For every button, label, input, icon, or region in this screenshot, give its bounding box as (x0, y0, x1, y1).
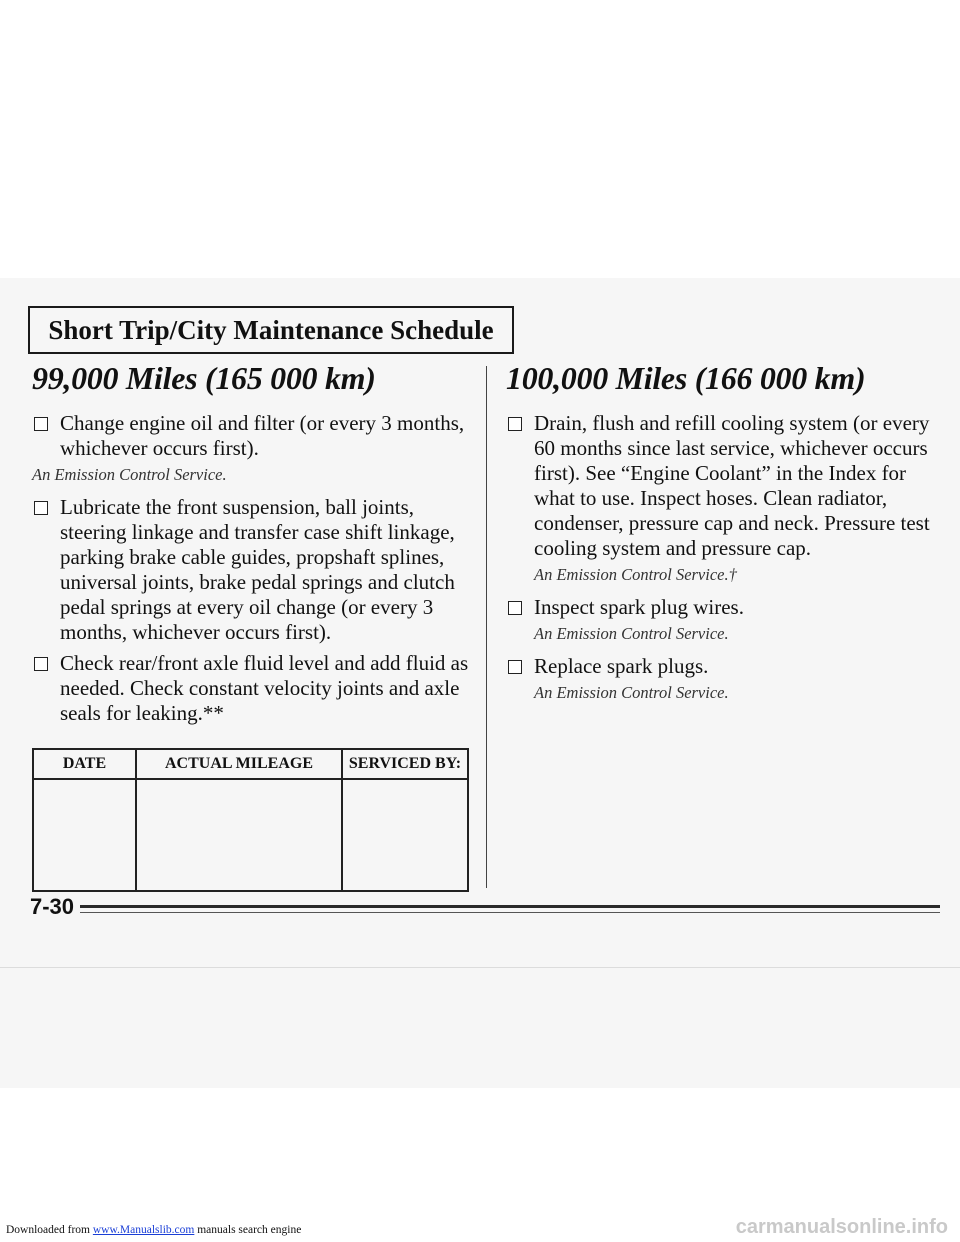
checkbox-icon[interactable] (508, 417, 522, 431)
section-header (28, 306, 514, 354)
left-heading: 99,000 Miles (165 000 km) (32, 360, 376, 396)
checkbox-icon[interactable] (508, 660, 522, 674)
checklist-item (32, 651, 472, 726)
checklist-item (506, 595, 946, 620)
column-header-serviced-by: SERVICED BY: (342, 749, 468, 779)
page-number: 7-30 (30, 894, 75, 919)
download-suffix: manuals search engine (194, 1224, 302, 1236)
footer-rule (80, 905, 940, 908)
item-note: An Emission Control Service. (32, 465, 227, 484)
checklist-item (506, 654, 946, 679)
table-cell-serviced-by[interactable] (342, 779, 468, 891)
item-text: Replace spark plugs. (534, 654, 709, 678)
service-record-table (32, 748, 469, 892)
item-text: Drain, flush and refill cooling system (or every 60 months since last service, whichever occurs first). See “Engine Coolant” in the Index for what to use. Inspect hoses. Clean radiator, condenser, pressure cap and neck. Pressure test cooling system and pressure cap. (534, 411, 930, 560)
manualslib-link[interactable]: www.Manualslib.com (92, 1224, 195, 1236)
right-heading: 100,000 Miles (166 000 km) (506, 360, 866, 396)
section-title: Short Trip/City Maintenance Schedule (48, 314, 494, 345)
item-note: An Emission Control Service. (534, 624, 729, 643)
item-note: An Emission Control Service.† (534, 565, 737, 584)
checklist-item (32, 411, 472, 461)
left-column (32, 360, 472, 730)
download-prefix: Downloaded from (6, 1224, 93, 1236)
item-note: An Emission Control Service. (534, 683, 729, 702)
table-cell-date[interactable] (33, 779, 136, 891)
footer-rule-thin (80, 912, 940, 913)
watermark-logo: carmanualsonline.info (735, 1216, 948, 1238)
checkbox-icon[interactable] (508, 601, 522, 615)
checkbox-icon[interactable] (34, 501, 48, 515)
checklist-item (32, 495, 472, 645)
checklist-item (506, 411, 946, 561)
column-header-mileage: ACTUAL MILEAGE (136, 749, 342, 779)
column-header-date: DATE (33, 749, 136, 779)
checkbox-icon[interactable] (34, 657, 48, 671)
download-footer (6, 1224, 301, 1236)
item-text: Inspect spark plug wires. (534, 595, 744, 619)
item-text: Change engine oil and filter (or every 3 months, whichever occurs first). (60, 411, 465, 460)
item-text: Lubricate the front suspension, ball joints, steering linkage and transfer case shift linkage, parking brake cable guides, propshaft splines, universal joints, brake pedal springs and clutch pedal springs at every oil change (or every 3 months, whichever occurs first). (60, 495, 455, 644)
right-column (506, 360, 946, 713)
table-cell-mileage[interactable] (136, 779, 342, 891)
item-text: Check rear/front axle fluid level and add fluid as needed. Check constant velocity joints and axle seals for leaking.** (60, 651, 469, 725)
column-divider (486, 366, 487, 888)
page-edge-rule (0, 967, 960, 968)
checkbox-icon[interactable] (34, 417, 48, 431)
